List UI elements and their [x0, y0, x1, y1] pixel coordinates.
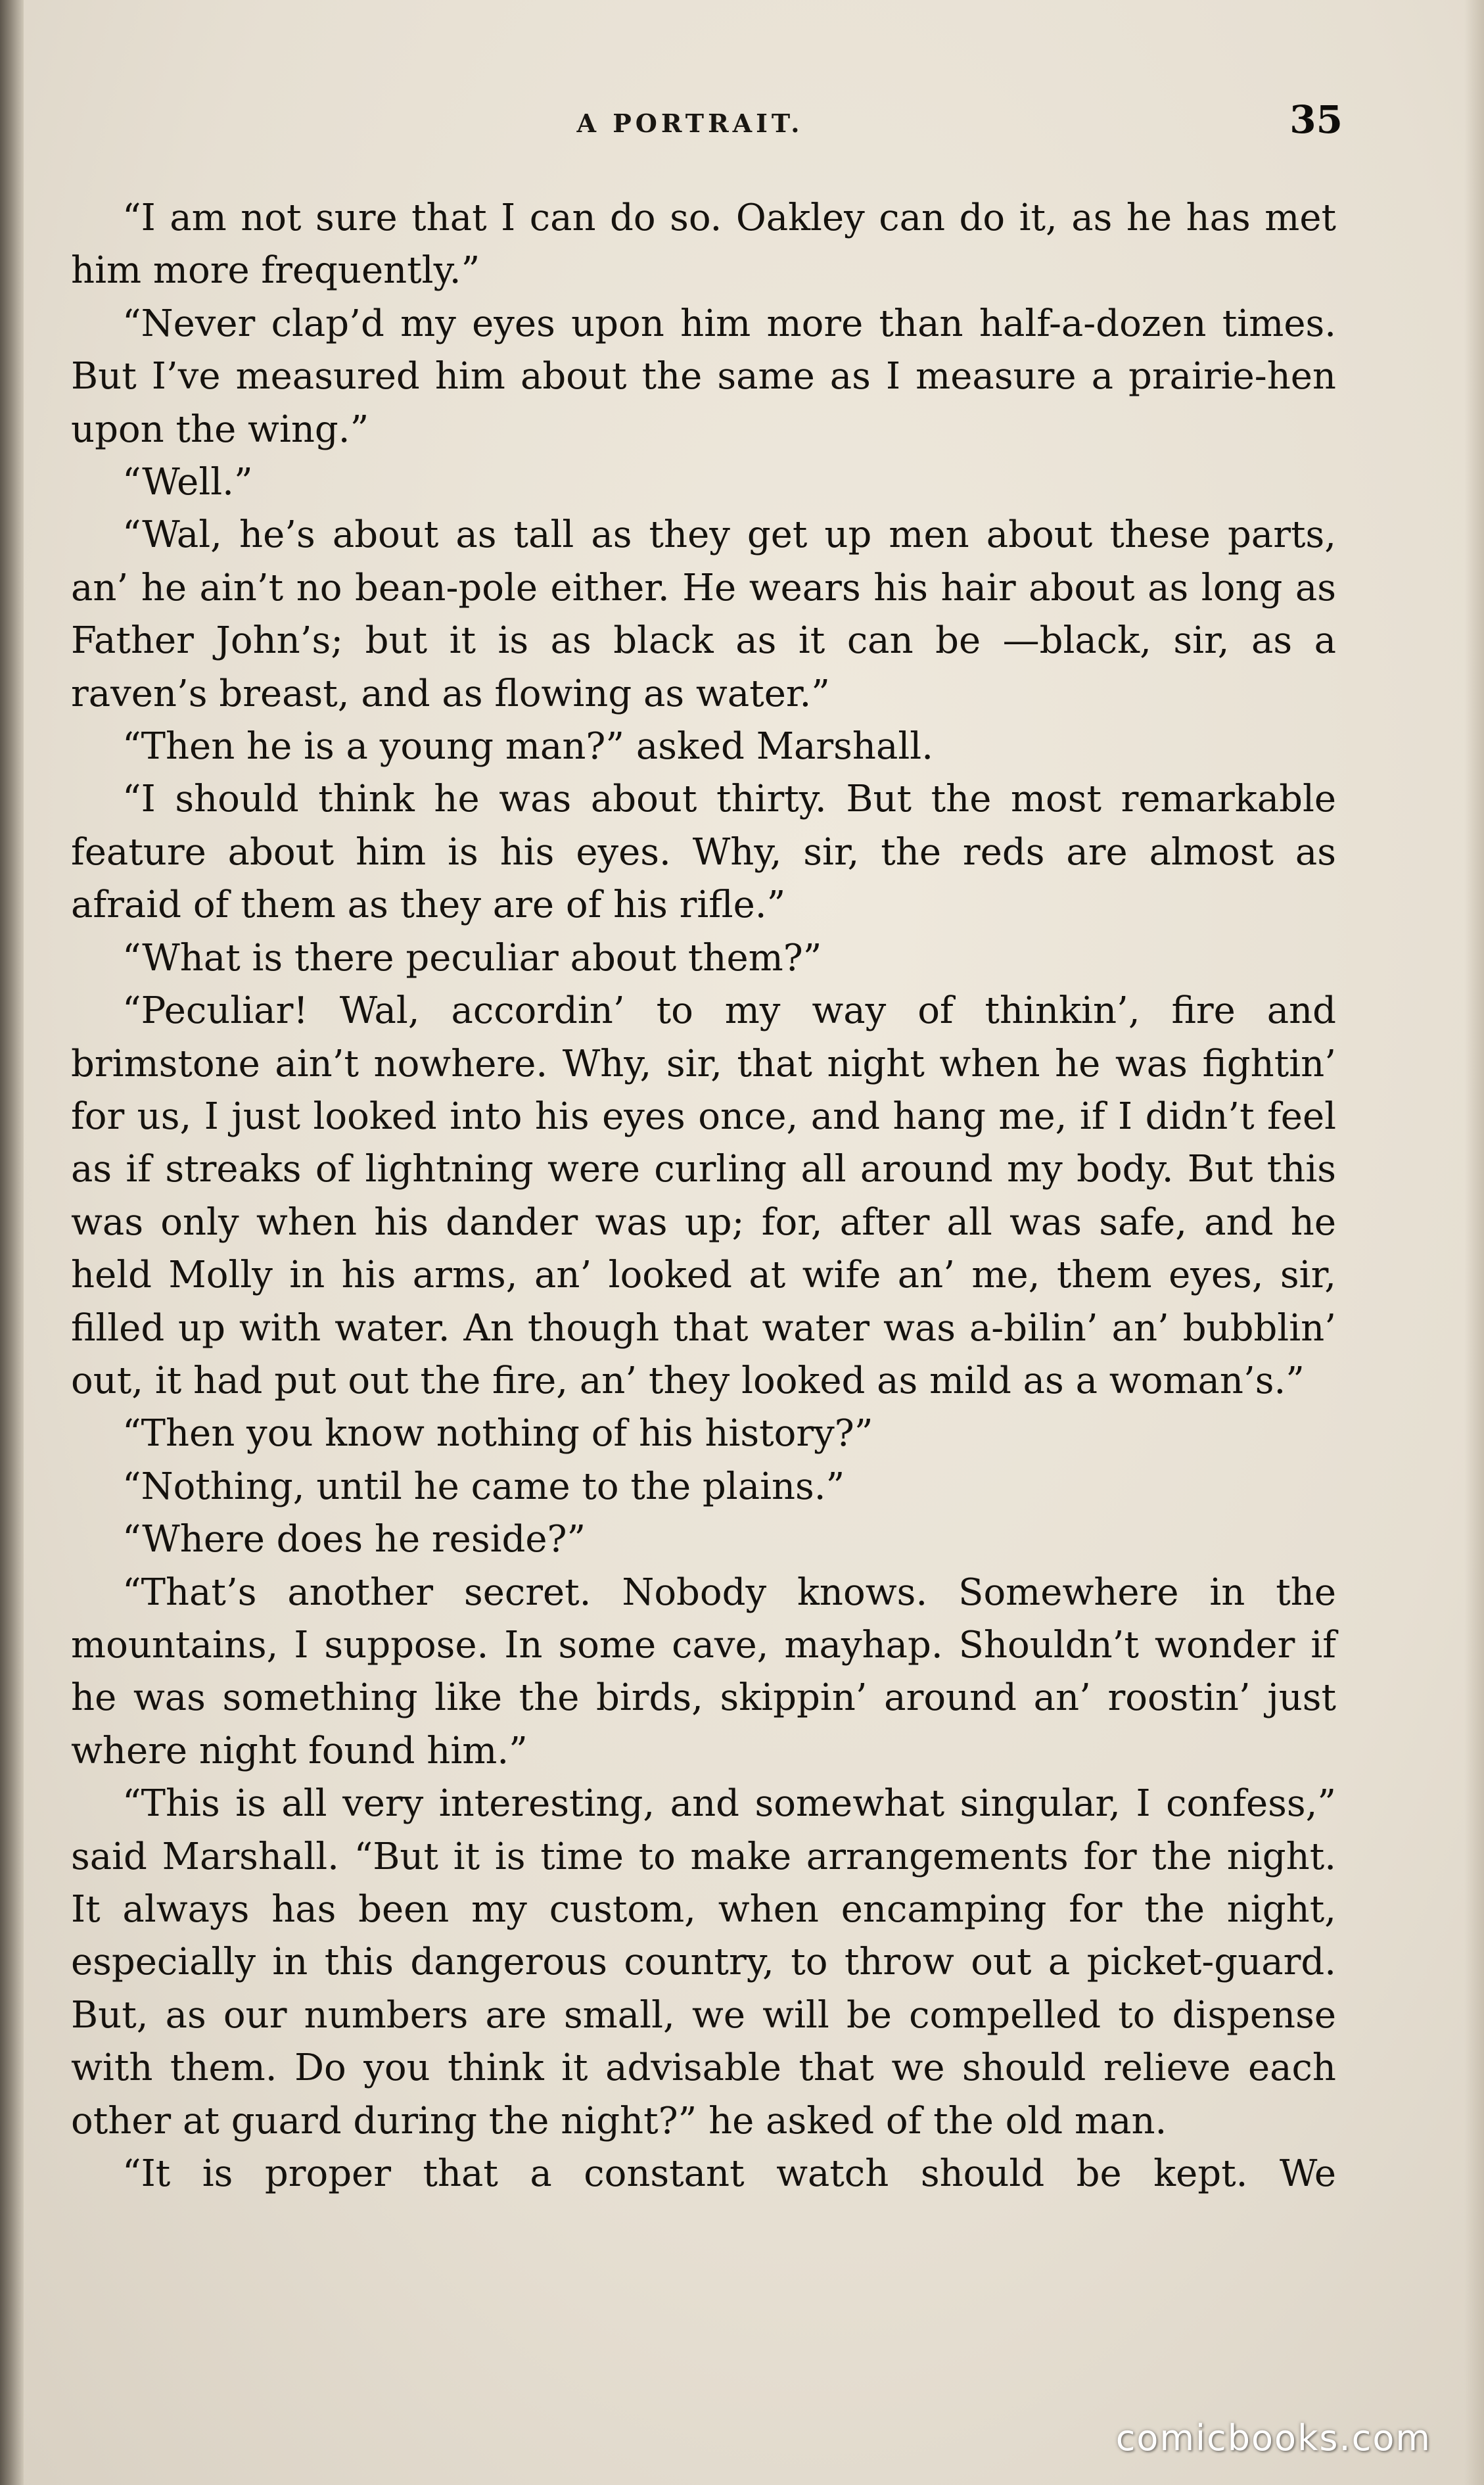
- paragraph: “What is there peculiar about them?”: [122, 936, 822, 980]
- book-gutter: [0, 0, 24, 2485]
- paragraph: “Nothing, until he came to the plains.”: [122, 1465, 845, 1508]
- paragraph: “Then he is a young man?” asked Marshall.: [122, 725, 933, 769]
- paragraph: “Where does he reside?”: [122, 1518, 586, 1561]
- paragraph: “I should think he was about thirty. But the most remarkable feature about him is his eyes. Why, sir, the reds are almost as afraid of them as they are of his rifle.”: [71, 778, 1336, 927]
- watermark: comicbooks.com: [1115, 2417, 1431, 2459]
- paragraph: “That’s another secret. Nobody knows. Somewhere in the mountains, I suppose. In some cave, mayhap. Shouldn’t wonder if he was something like the birds, skippin’ around an’ roostin’ just where night found him.”: [71, 1571, 1336, 1772]
- paragraph: “Then you know nothing of his history?”: [122, 1412, 873, 1456]
- running-head: A PORTRAIT.: [576, 108, 804, 138]
- body-text: [71, 192, 1336, 2200]
- paragraph: “Peculiar! Wal, accordin’ to my way of thinkin’, fire and brimstone ain’t nowhere. Why, sir, that night when he was fightin’ for us, I just looked into his eyes once, and hang me, if I didn’t feel as if streaks of lightning were curling all around my body. But this was only when his dander was up; for, after all was safe, and he held Molly in his arms, an’ looked at wife an’ me, them eyes, sir, filled up with water. An though that water was a-bilin’ an’ bubblin’ out, it had put out the fire, an’ they looked as mild as a woman’s.”: [71, 989, 1336, 1402]
- paragraph: “I am not sure that I can do so. Oakley can do it, as he has met him more frequently.”: [71, 197, 1336, 293]
- paragraph: “Wal, he’s about as tall as they get up men about these parts, an’ he ain’t no bean-pole either. He wears his hair about as long as Father John’s; but it is as black as it can be —black, sir, as a raven’s breast, and as flowing as water.”: [71, 513, 1336, 715]
- paragraph: “Well.”: [122, 461, 253, 504]
- paragraph: “It is proper that a constant watch should be kept. We: [122, 2152, 1336, 2196]
- paragraph: “This is all very interesting, and somewhat singular, I confess,” said Marshall. “But it is time to make arrangements for the night. It always has been my custom, when encamping for the night, especially in this dangerous country, to throw out a picket-guard. But, as our numbers are small, we will be compelled to dispense with them. Do you think it advisable that we should relieve each other at guard during the night?” he asked of the old man.: [71, 1782, 1336, 2142]
- page-number: 35: [1289, 97, 1343, 142]
- paragraph: “Never clap’d my eyes upon him more than half-a-dozen times. But I’ve measured him about the same as I measure a prairie-hen upon the wing.”: [71, 302, 1336, 451]
- page-edge: [1464, 0, 1484, 2485]
